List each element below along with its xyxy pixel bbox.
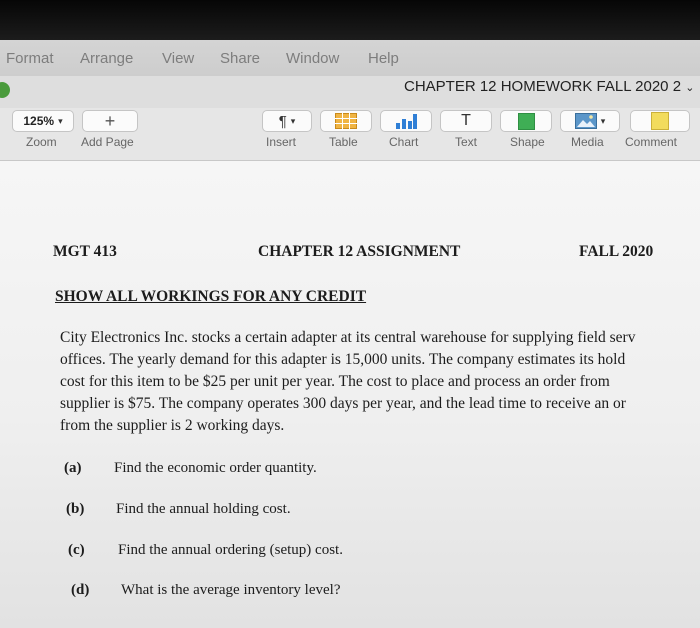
text-label: Text xyxy=(455,135,478,149)
paragraph-icon: ¶ xyxy=(278,112,287,130)
chevron-down-icon: ▾ xyxy=(600,115,606,126)
problem-paragraph xyxy=(60,327,700,437)
screen-bezel xyxy=(0,0,700,40)
paragraph-line: from the supplier is 2 working days. xyxy=(60,417,285,434)
table-label: Table xyxy=(329,135,358,149)
question-label: (b) xyxy=(66,501,85,517)
table-button[interactable] xyxy=(320,110,372,132)
question-label: (a) xyxy=(64,460,82,476)
menu-bar xyxy=(0,40,700,76)
chart-label: Chart xyxy=(389,135,419,149)
comment-icon xyxy=(651,112,669,130)
menu-window[interactable]: Window xyxy=(286,50,340,67)
shape-label: Shape xyxy=(510,135,545,149)
question-text: What is the average inventory level? xyxy=(121,582,341,598)
window-title: CHAPTER 12 HOMEWORK FALL 2020 2 ⌄ xyxy=(404,78,695,95)
media-button[interactable] xyxy=(560,110,620,132)
shape-icon xyxy=(518,113,535,130)
menu-view[interactable]: View xyxy=(162,50,195,67)
media-icon xyxy=(575,113,597,129)
zoom-value: 125% xyxy=(23,114,55,128)
zoom-label: Zoom xyxy=(26,135,57,149)
text-button[interactable] xyxy=(440,110,492,132)
plus-icon: + xyxy=(104,111,116,131)
comment-button[interactable] xyxy=(630,110,690,132)
document-page[interactable] xyxy=(0,161,700,628)
shape-button[interactable] xyxy=(500,110,552,132)
zoom-dropdown[interactable] xyxy=(12,110,74,132)
paragraph-line: cost for this item to be $25 per unit per year. The cost to place and process an order from xyxy=(60,373,610,390)
term-label: FALL 2020 xyxy=(579,243,654,260)
add-page-label: Add Page xyxy=(81,135,134,149)
chevron-down-icon: ▾ xyxy=(290,115,296,126)
insert-label: Insert xyxy=(266,135,297,149)
question-label: (c) xyxy=(68,542,85,558)
title-chevron-icon[interactable]: ⌄ xyxy=(685,82,695,94)
table-icon xyxy=(335,113,357,129)
text-icon: T xyxy=(461,112,471,129)
toolbar xyxy=(0,108,700,161)
question-label: (d) xyxy=(71,582,90,598)
media-label: Media xyxy=(571,135,604,149)
window-titlebar xyxy=(0,76,700,108)
assignment-title: CHAPTER 12 ASSIGNMENT xyxy=(258,243,461,260)
chart-icon xyxy=(395,113,417,129)
add-page-button[interactable] xyxy=(82,110,138,132)
menu-format[interactable]: Format xyxy=(6,50,54,67)
course-code: MGT 413 xyxy=(53,243,117,260)
menu-arrange[interactable]: Arrange xyxy=(80,50,134,67)
instruction-heading: SHOW ALL WORKINGS FOR ANY CREDIT xyxy=(55,288,367,305)
chevron-down-icon: ▾ xyxy=(58,115,63,126)
chart-button[interactable] xyxy=(380,110,432,132)
window-maximize-button[interactable] xyxy=(0,82,10,98)
paragraph-line: City Electronics Inc. stocks a certain adapter at its central warehouse for supplying field serv xyxy=(60,329,636,346)
comment-label: Comment xyxy=(625,135,678,149)
menu-share[interactable]: Share xyxy=(220,50,261,67)
question-text: Find the annual ordering (setup) cost. xyxy=(118,542,343,558)
question-text: Find the annual holding cost. xyxy=(116,501,291,517)
paragraph-line: offices. The yearly demand for this adapter is 15,000 units. The company estimates its hold xyxy=(60,351,626,368)
question-text: Find the economic order quantity. xyxy=(114,460,317,476)
paragraph-line: supplier is $75. The company operates 300 days per year, and the lead time to receive an or xyxy=(60,395,626,412)
insert-button[interactable] xyxy=(262,110,312,132)
menu-help[interactable]: Help xyxy=(368,50,399,67)
